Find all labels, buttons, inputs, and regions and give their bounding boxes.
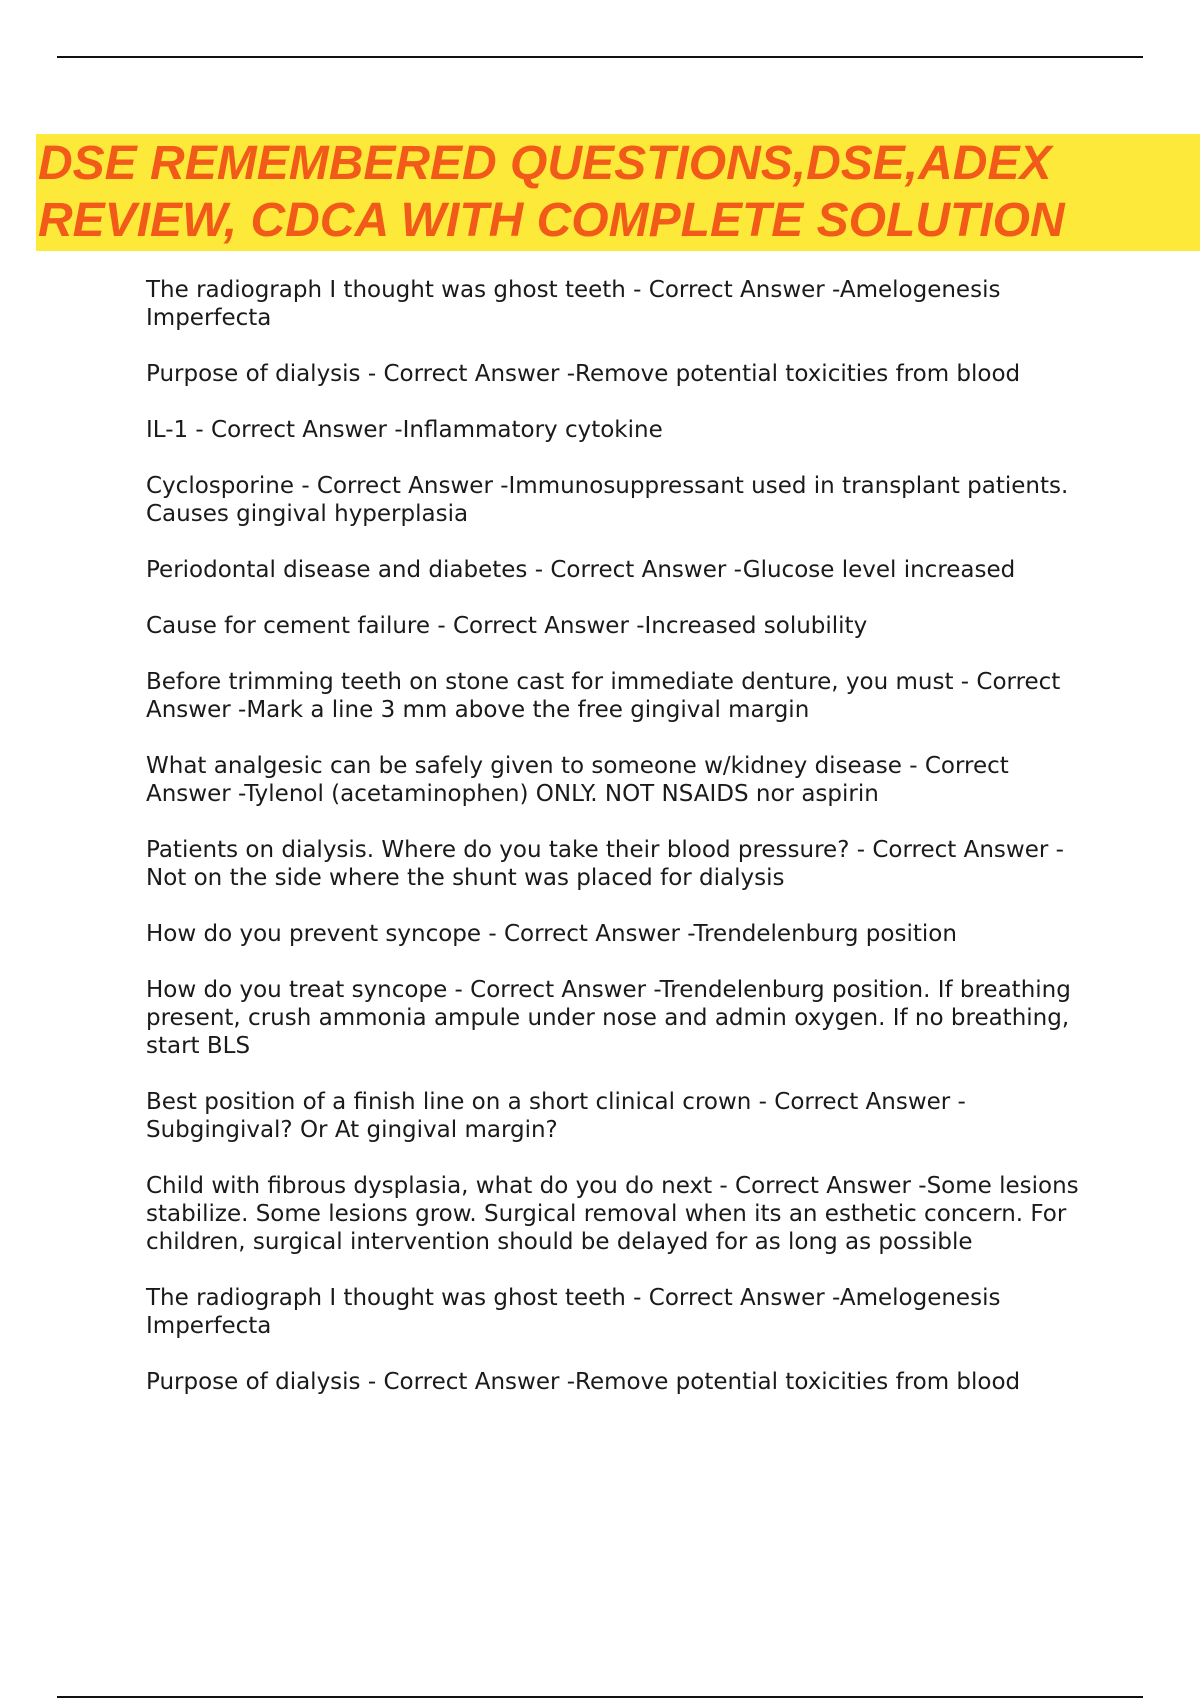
- document-title-line-1: DSE REMEMBERED QUESTIONS,DSE,ADEX: [38, 137, 1052, 190]
- bottom-divider: [57, 1696, 1143, 1698]
- document-title-line-2: REVIEW, CDCA WITH COMPLETE SOLUTION: [38, 194, 1065, 247]
- qa-item-13: Child with fibrous dysplasia, what do you do next - Correct Answer -Some lesions stabilize. Some lesions grow. Surgical removal when its an esthetic concern. For children, surgical intervention should be delayed for as long as possible: [146, 1173, 1079, 1255]
- qa-item-1: The radiograph I thought was ghost teeth - Correct Answer -Amelogenesis Imperfecta: [146, 277, 1001, 331]
- qa-item-10: How do you prevent syncope - Correct Answer -Trendelenburg position: [146, 921, 957, 947]
- qa-item-7: Before trimming teeth on stone cast for immediate denture, you must - Correct Answer -Mark a line 3 mm above the free gingival margin: [146, 669, 1061, 723]
- qa-item-6: Cause for cement failure - Correct Answer -Increased solubility: [146, 613, 868, 639]
- qa-item-5: Periodontal disease and diabetes - Correct Answer -Glucose level increased: [146, 557, 1016, 583]
- qa-item-9: Patients on dialysis. Where do you take their blood pressure? - Correct Answer -Not on the side where the shunt was placed for dialysis: [146, 837, 1064, 891]
- qa-list: [146, 276, 1096, 1424]
- qa-item-2: Purpose of dialysis - Correct Answer -Remove potential toxicities from blood: [146, 361, 1021, 387]
- qa-item-4: Cyclosporine - Correct Answer -Immunosuppressant used in transplant patients. Causes gingival hyperplasia: [146, 473, 1069, 527]
- qa-item-8: What analgesic can be safely given to someone w/kidney disease - Correct Answer -Tylenol (acetaminophen) ONLY. NOT NSAIDS nor aspirin: [146, 753, 1009, 807]
- qa-item-14: The radiograph I thought was ghost teeth - Correct Answer -Amelogenesis Imperfecta: [146, 1285, 1001, 1339]
- qa-item-3: IL-1 - Correct Answer -Inflammatory cytokine: [146, 417, 663, 443]
- qa-item-11: How do you treat syncope - Correct Answer -Trendelenburg position. If breathing present, crush ammonia ampule under nose and admin oxygen. If no breathing, start BLS: [146, 977, 1071, 1059]
- title-banner: [36, 134, 1200, 251]
- qa-item-12: Best position of a finish line on a short clinical crown - Correct Answer -Subgingival? Or At gingival margin?: [146, 1089, 966, 1143]
- qa-item-15: Purpose of dialysis - Correct Answer -Remove potential toxicities from blood: [146, 1369, 1021, 1395]
- top-divider: [57, 56, 1143, 58]
